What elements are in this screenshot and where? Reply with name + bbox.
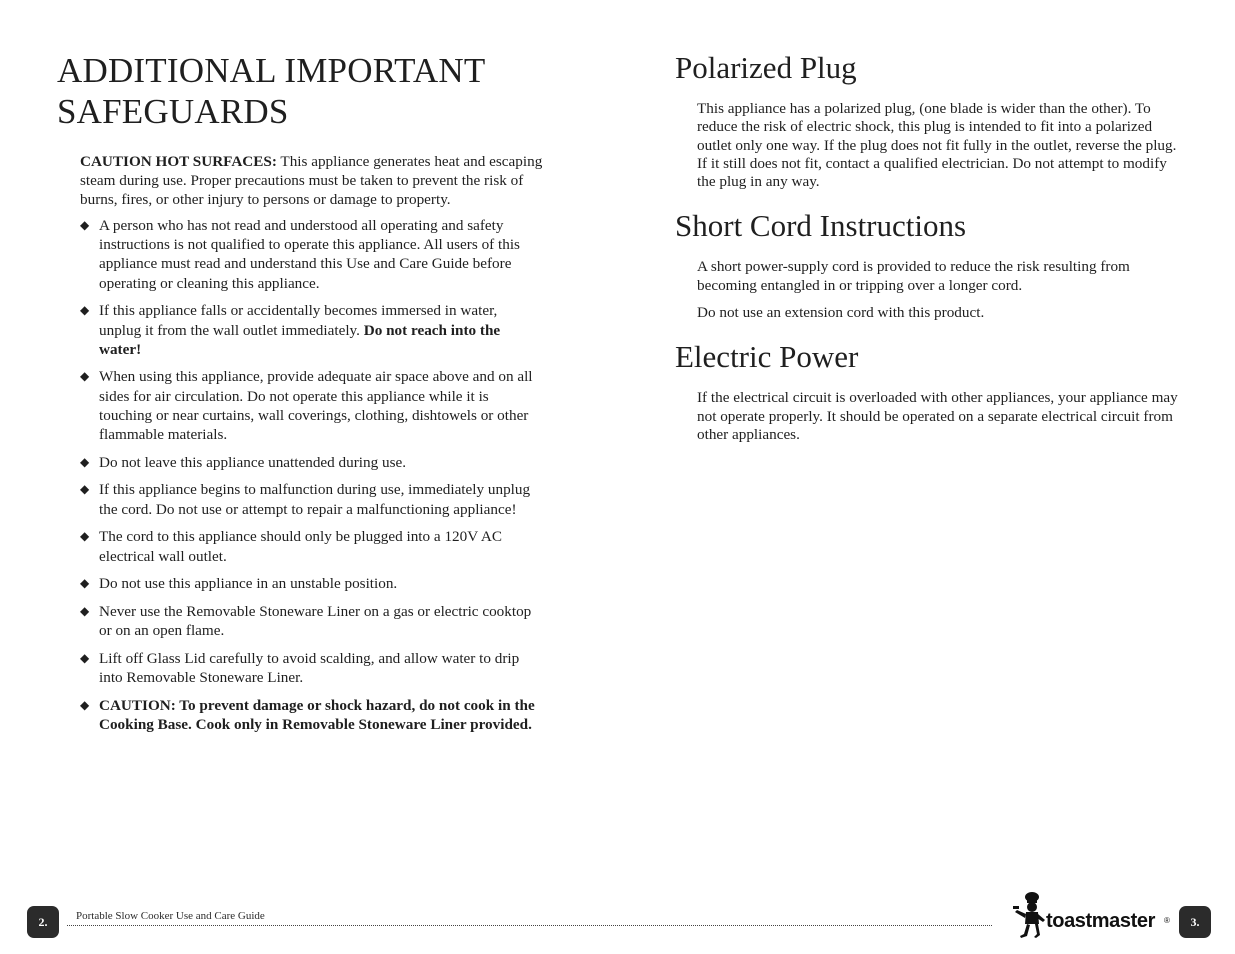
list-item [80,649,542,687]
section-title: Short Cord Instructions [675,208,967,244]
brand-name: toastmaster [1046,910,1155,932]
registered-mark: ® [1164,916,1170,925]
diamond-bullet-icon: ◆ [80,482,90,497]
section-electric-power [675,337,1185,444]
footer-caption: Portable Slow Cooker Use and Care Guide [76,910,265,922]
list-item [80,527,542,565]
list-item-bold: CAUTION: To prevent damage or shock hazard, do not cook in the Cooking Base. Cook only in Removable Stoneware Liner provided. [99,696,535,733]
safeguard-list [80,216,542,734]
caution-intro [80,152,560,209]
diamond-bullet-icon: ◆ [80,650,90,665]
list-item [80,574,542,593]
diamond-bullet-icon: ◆ [80,454,90,469]
section-title: Electric Power [675,339,859,375]
chef-mascot-icon [1012,890,1048,940]
page-number-left: 2. [27,906,59,938]
list-item-text: The cord to this appliance should only be plugged into a 120V AC electrical wall outlet. [99,528,502,565]
list-item [80,602,542,640]
diamond-bullet-icon: ◆ [80,576,90,591]
list-item-text: Do not leave this appliance unattended during use. [99,453,407,471]
diamond-bullet-icon: ◆ [80,369,90,384]
diamond-bullet-icon: ◆ [80,303,90,318]
page-number-right: 3. [1179,906,1211,938]
page-title: ADDITIONAL IMPORTANT SAFEGUARDS [57,51,485,131]
section-paragraph: If the electrical circuit is overloaded with other appliances, your appliance may not operate properly. It should be operated on a separate electrical circuit from other appliances. [697,389,1178,443]
section-title: Polarized Plug [675,50,857,85]
caution-text: This appliance generates heat and escaping steam during use. Proper precautions must be taken to prevent the risk of burns, fires, or other injury to persons or damage to property. [80,153,543,208]
list-item-text: Lift off Glass Lid carefully to avoid scalding, and allow water to drip into Removable Stoneware Liner. [99,649,520,687]
list-item-text: A person who has not read and understood all operating and safety instructions is not qualified to operate this appliance. All users of this appliance must read and understand this Use and Care Guide before operating or cleaning this appliance. [99,217,520,292]
section-paragraph: This appliance has a polarized plug, (one blade is wider than the other). To reduce the risk of electric shock, this plug is intended to fit into a polarized outlet only one way. If the plug does not fit fully in the outlet, reverse the plug. If it still does not fit, contact a qualified electrician. Do not attempt to modify the plug in any way. [697,100,1177,191]
list-item-text: If this appliance falls or accidentally becomes immersed in water, unplug it from the wall outlet immediately. [99,302,498,339]
list-item-bold: Do not reach into the water! [99,321,501,358]
footer-divider [67,925,992,926]
left-page [57,50,567,743]
section-paragraph: A short power-supply cord is provided to reduce the risk resulting from becoming entangled in or tripping over a longer cord. [697,258,1130,294]
right-page [675,48,1185,459]
list-item [80,480,542,518]
caution-label: CAUTION HOT SURFACES: [80,153,277,170]
list-item [80,367,542,444]
list-item-text: If this appliance begins to malfunction during use, immediately unplug the cord. Do not use or attempt to repair a malfunctioning appliance! [99,481,531,518]
list-item [80,216,542,293]
diamond-bullet-icon: ◆ [80,218,90,232]
section-polarized-plug [675,48,1185,191]
list-item [80,301,542,359]
list-item-text: Never use the Removable Stoneware Liner on a gas or electric cooktop or on an open flame. [99,602,532,640]
list-item [80,696,542,734]
section-short-cord [675,206,1185,322]
list-item-text: Do not use this appliance in an unstable position. [99,575,398,593]
diamond-bullet-icon: ◆ [80,697,90,712]
diamond-bullet-icon: ◆ [80,529,90,544]
list-item-text: When using this appliance, provide adequate air space above and on all sides for air circulation. Do not operate this appliance while it is touching or near curtains, wall coverings, clothing, dishtowels or other flammable materials. [99,368,533,444]
list-item [80,453,542,472]
brand-logo [1012,890,1172,940]
section-paragraph: Do not use an extension cord with this product. [697,304,985,322]
diamond-bullet-icon: ◆ [80,603,90,618]
